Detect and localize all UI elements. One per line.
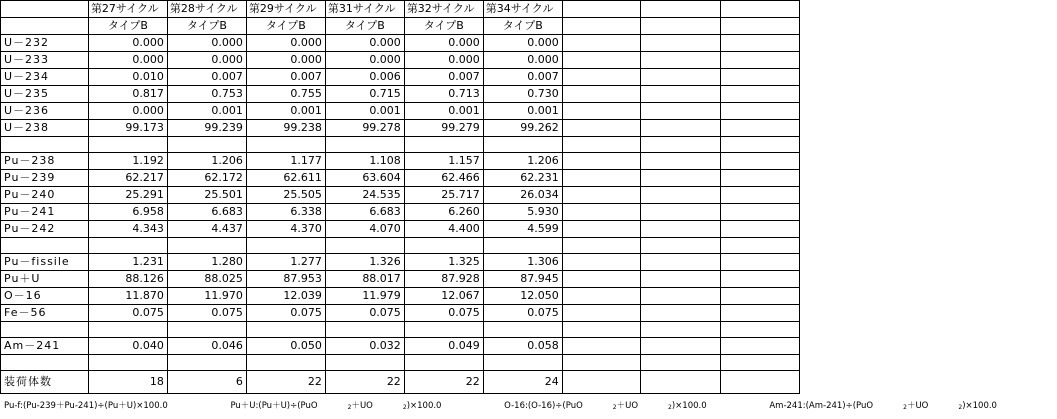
table-row [1,305,800,322]
table-row [1,120,800,137]
note-text: Pu-f:(Pu-239＋Pu-241)÷(Pu＋U)×100.0 [4,401,168,411]
value-cell: 1.325 [404,254,483,271]
value-cell: 88.126 [88,271,167,288]
empty-cell [721,305,800,322]
table-row [1,187,800,204]
empty-cell [721,52,800,69]
table-row [1,153,800,170]
note-text: )×100.0 [406,401,442,411]
empty-cell [562,153,641,170]
value-cell: 22 [325,371,404,394]
row-label: Pu－238 [1,153,89,170]
value-cell: 24.535 [325,187,404,204]
cycle-header: 第28サイクル [167,1,246,18]
value-cell: 1.108 [325,153,404,170]
value-cell: 99.278 [325,120,404,137]
value-cell: 0.050 [246,338,325,355]
value-cell: 0.040 [88,338,167,355]
value-cell: 4.343 [88,221,167,238]
value-cell [246,137,325,153]
table-row [1,355,800,371]
type-header: タイプB [325,18,404,35]
table-row [1,338,800,355]
value-cell: 0.075 [483,305,562,322]
empty-cell [562,221,641,238]
row-label [1,137,89,153]
value-cell [325,355,404,371]
value-cell: 0.075 [325,305,404,322]
table-row [1,170,800,187]
empty-cell [641,254,721,271]
value-cell: 0.075 [167,305,246,322]
empty-cell [721,69,800,86]
empty-cell [562,1,641,18]
value-cell: 0.075 [246,305,325,322]
empty-cell [562,86,641,103]
empty-cell [641,52,721,69]
value-cell: 0.753 [167,86,246,103]
empty-cell [721,355,800,371]
table-row [1,271,800,288]
cycle-header: 第29サイクル [246,1,325,18]
table-row [1,35,800,52]
empty-cell [641,238,721,254]
corner-cell [1,1,89,18]
value-cell: 99.238 [246,120,325,137]
value-cell: 0.046 [167,338,246,355]
empty-cell [721,35,800,52]
value-cell: 0.007 [246,69,325,86]
empty-cell [641,170,721,187]
table-row [1,371,800,394]
table-row [1,86,800,103]
value-cell [404,322,483,338]
corner-cell [1,18,89,35]
empty-cell [562,371,641,394]
formula-notes [4,399,997,411]
note-text: O-16:(O-16)÷(PuO [504,401,583,411]
empty-cell [641,103,721,120]
subscript: 2 [347,404,352,411]
cycle-header: 第32サイクル [404,1,483,18]
row-label: U－236 [1,103,89,120]
empty-cell [641,221,721,238]
row-label: U－235 [1,86,89,103]
value-cell: 0.000 [404,35,483,52]
value-cell: 24 [483,371,562,394]
value-cell: 5.930 [483,204,562,221]
row-label: U－238 [1,120,89,137]
type-header: タイプB [483,18,562,35]
type-header: タイプB [167,18,246,35]
value-cell: 1.231 [88,254,167,271]
value-cell: 1.192 [88,153,167,170]
empty-cell [721,103,800,120]
row-label: Pu－240 [1,187,89,204]
value-cell: 0.817 [88,86,167,103]
table-row [1,69,800,86]
value-cell: 99.279 [404,120,483,137]
empty-cell [641,371,721,394]
value-cell: 0.000 [246,35,325,52]
value-cell: 1.206 [483,153,562,170]
value-cell: 25.291 [88,187,167,204]
empty-cell [562,254,641,271]
empty-cell [641,35,721,52]
row-label: Am－241 [1,338,89,355]
type-header: タイプB [246,18,325,35]
row-label: Pu＋U [1,271,89,288]
row-label: 装荷体数 [1,371,89,394]
empty-cell [562,305,641,322]
row-label: Pu－239 [1,170,89,187]
empty-cell [721,322,800,338]
empty-cell [641,305,721,322]
note-text: ＋UO [616,401,639,411]
value-cell: 12.067 [404,288,483,305]
value-cell: 0.730 [483,86,562,103]
row-label: Fe－56 [1,305,89,322]
empty-cell [721,18,800,35]
empty-cell [562,137,641,153]
empty-cell [721,204,800,221]
value-cell: 63.604 [325,170,404,187]
note-text: ＋UO [906,401,929,411]
empty-cell [562,288,641,305]
note-text: )×100.0 [962,401,997,411]
row-label: Pu－241 [1,204,89,221]
empty-cell [641,18,721,35]
row-label: U－232 [1,35,89,52]
value-cell: 6 [167,371,246,394]
subscript: 2 [612,404,617,411]
value-cell: 11.979 [325,288,404,305]
value-cell: 62.611 [246,170,325,187]
value-cell: 99.173 [88,120,167,137]
value-cell [246,355,325,371]
value-cell: 0.715 [325,86,404,103]
value-cell: 0.075 [88,305,167,322]
value-cell: 6.683 [325,204,404,221]
empty-cell [641,204,721,221]
table-row [1,288,800,305]
value-cell: 0.007 [483,69,562,86]
value-cell: 0.000 [88,103,167,120]
value-cell: 0.000 [325,52,404,69]
row-label: Pu－fissile [1,254,89,271]
value-cell [483,322,562,338]
value-cell: 62.217 [88,170,167,187]
value-cell: 25.505 [246,187,325,204]
row-label [1,322,89,338]
value-cell [167,355,246,371]
empty-cell [721,371,800,394]
empty-cell [641,355,721,371]
empty-cell [641,137,721,153]
empty-cell [641,271,721,288]
value-cell: 4.599 [483,221,562,238]
empty-cell [562,355,641,371]
value-cell: 4.070 [325,221,404,238]
empty-cell [562,120,641,137]
value-cell: 88.017 [325,271,404,288]
empty-cell [721,1,800,18]
empty-cell [562,187,641,204]
value-cell: 0.010 [88,69,167,86]
value-cell: 87.953 [246,271,325,288]
table-row [1,322,800,338]
empty-cell [562,103,641,120]
value-cell: 62.466 [404,170,483,187]
empty-cell [721,120,800,137]
note-text: Pu＋U:(Pu＋U)÷(PuO [230,401,318,411]
empty-cell [721,271,800,288]
value-cell: 0.000 [483,35,562,52]
empty-cell [721,338,800,355]
value-cell: 1.177 [246,153,325,170]
value-cell: 0.001 [246,103,325,120]
value-cell [404,238,483,254]
value-cell: 0.032 [325,338,404,355]
empty-cell [562,170,641,187]
value-cell: 62.172 [167,170,246,187]
value-cell: 0.000 [88,35,167,52]
value-cell: 0.755 [246,86,325,103]
value-cell [246,322,325,338]
empty-cell [721,86,800,103]
empty-cell [562,18,641,35]
row-label: O－16 [1,288,89,305]
empty-cell [641,187,721,204]
value-cell: 99.262 [483,120,562,137]
value-cell: 11.970 [167,288,246,305]
row-label [1,355,89,371]
subscript: 2 [958,404,963,411]
empty-cell [721,187,800,204]
value-cell: 0.001 [483,103,562,120]
empty-cell [562,271,641,288]
cycle-header: 第31サイクル [325,1,404,18]
row-label: U－234 [1,69,89,86]
value-cell: 88.025 [167,271,246,288]
table-row [1,52,800,69]
empty-cell [641,86,721,103]
value-cell: 1.306 [483,254,562,271]
note-pu-fissile [4,399,198,411]
value-cell: 4.400 [404,221,483,238]
row-label [1,238,89,254]
empty-cell [562,204,641,221]
value-cell: 0.000 [483,52,562,69]
value-cell: 1.206 [167,153,246,170]
value-cell: 22 [246,371,325,394]
value-cell: 12.050 [483,288,562,305]
value-cell [88,238,167,254]
value-cell: 0.000 [404,52,483,69]
value-cell: 0.001 [325,103,404,120]
value-cell: 18 [88,371,167,394]
value-cell: 0.713 [404,86,483,103]
value-cell: 0.000 [325,35,404,52]
type-header: タイプB [404,18,483,35]
empty-cell [562,338,641,355]
value-cell: 0.007 [404,69,483,86]
value-cell [88,355,167,371]
subscript: 2 [668,404,672,411]
empty-cell [641,1,721,18]
value-cell: 0.001 [404,103,483,120]
empty-cell [721,238,800,254]
value-cell [88,137,167,153]
value-cell: 0.000 [167,35,246,52]
note-o16 [504,399,736,411]
value-cell: 99.239 [167,120,246,137]
value-cell [88,322,167,338]
empty-cell [641,153,721,170]
empty-cell [562,35,641,52]
value-cell: 87.945 [483,271,562,288]
row-label: U－233 [1,52,89,69]
note-text: ＋UO [351,401,373,411]
value-cell: 0.006 [325,69,404,86]
value-cell: 22 [404,371,483,394]
value-cell: 6.260 [404,204,483,221]
value-cell: 0.000 [167,52,246,69]
value-cell [404,355,483,371]
table-row [1,238,800,254]
value-cell [325,322,404,338]
subscript: 2 [903,404,907,411]
empty-cell [641,322,721,338]
note-am241 [769,399,1027,411]
table-row [1,221,800,238]
empty-cell [721,254,800,271]
value-cell [246,238,325,254]
value-cell: 0.075 [404,305,483,322]
note-text: Am-241:(Am-241)÷(PuO [769,401,874,411]
value-cell: 1.280 [167,254,246,271]
value-cell [325,137,404,153]
value-cell: 62.231 [483,170,562,187]
empty-cell [562,52,641,69]
value-cell [167,137,246,153]
empty-cell [721,137,800,153]
value-cell: 0.058 [483,338,562,355]
note-pu-u [230,399,471,411]
note-text: )×100.0 [671,401,707,411]
value-cell: 1.157 [404,153,483,170]
table-row [1,137,800,153]
empty-cell [721,288,800,305]
empty-cell [562,322,641,338]
value-cell: 1.277 [246,254,325,271]
empty-cell [721,153,800,170]
empty-cell [562,238,641,254]
value-cell: 6.683 [167,204,246,221]
value-cell: 12.039 [246,288,325,305]
empty-cell [641,120,721,137]
value-cell [167,322,246,338]
value-cell [404,137,483,153]
table-row [1,254,800,271]
header-row-types [1,18,800,35]
row-label: Pu－242 [1,221,89,238]
empty-cell [641,338,721,355]
value-cell: 26.034 [483,187,562,204]
cycle-header: 第34サイクル [483,1,562,18]
header-row-cycles [1,1,800,18]
table-row [1,204,800,221]
value-cell: 6.958 [88,204,167,221]
empty-cell [562,69,641,86]
table-row [1,103,800,120]
empty-cell [721,170,800,187]
value-cell: 25.501 [167,187,246,204]
value-cell [483,238,562,254]
value-cell [483,137,562,153]
value-cell: 6.338 [246,204,325,221]
subscript: 2 [402,404,407,411]
value-cell: 4.370 [246,221,325,238]
empty-cell [721,221,800,238]
value-cell: 0.049 [404,338,483,355]
value-cell [483,355,562,371]
value-cell: 1.326 [325,254,404,271]
value-cell [325,238,404,254]
value-cell: 4.437 [167,221,246,238]
value-cell: 0.001 [167,103,246,120]
cycle-header: 第27サイクル [88,1,167,18]
value-cell [167,238,246,254]
value-cell: 0.007 [167,69,246,86]
type-header: タイプB [88,18,167,35]
value-cell: 0.000 [88,52,167,69]
value-cell: 0.000 [246,52,325,69]
value-cell: 87.928 [404,271,483,288]
empty-cell [641,69,721,86]
value-cell: 11.870 [88,288,167,305]
empty-cell [641,288,721,305]
value-cell: 25.717 [404,187,483,204]
